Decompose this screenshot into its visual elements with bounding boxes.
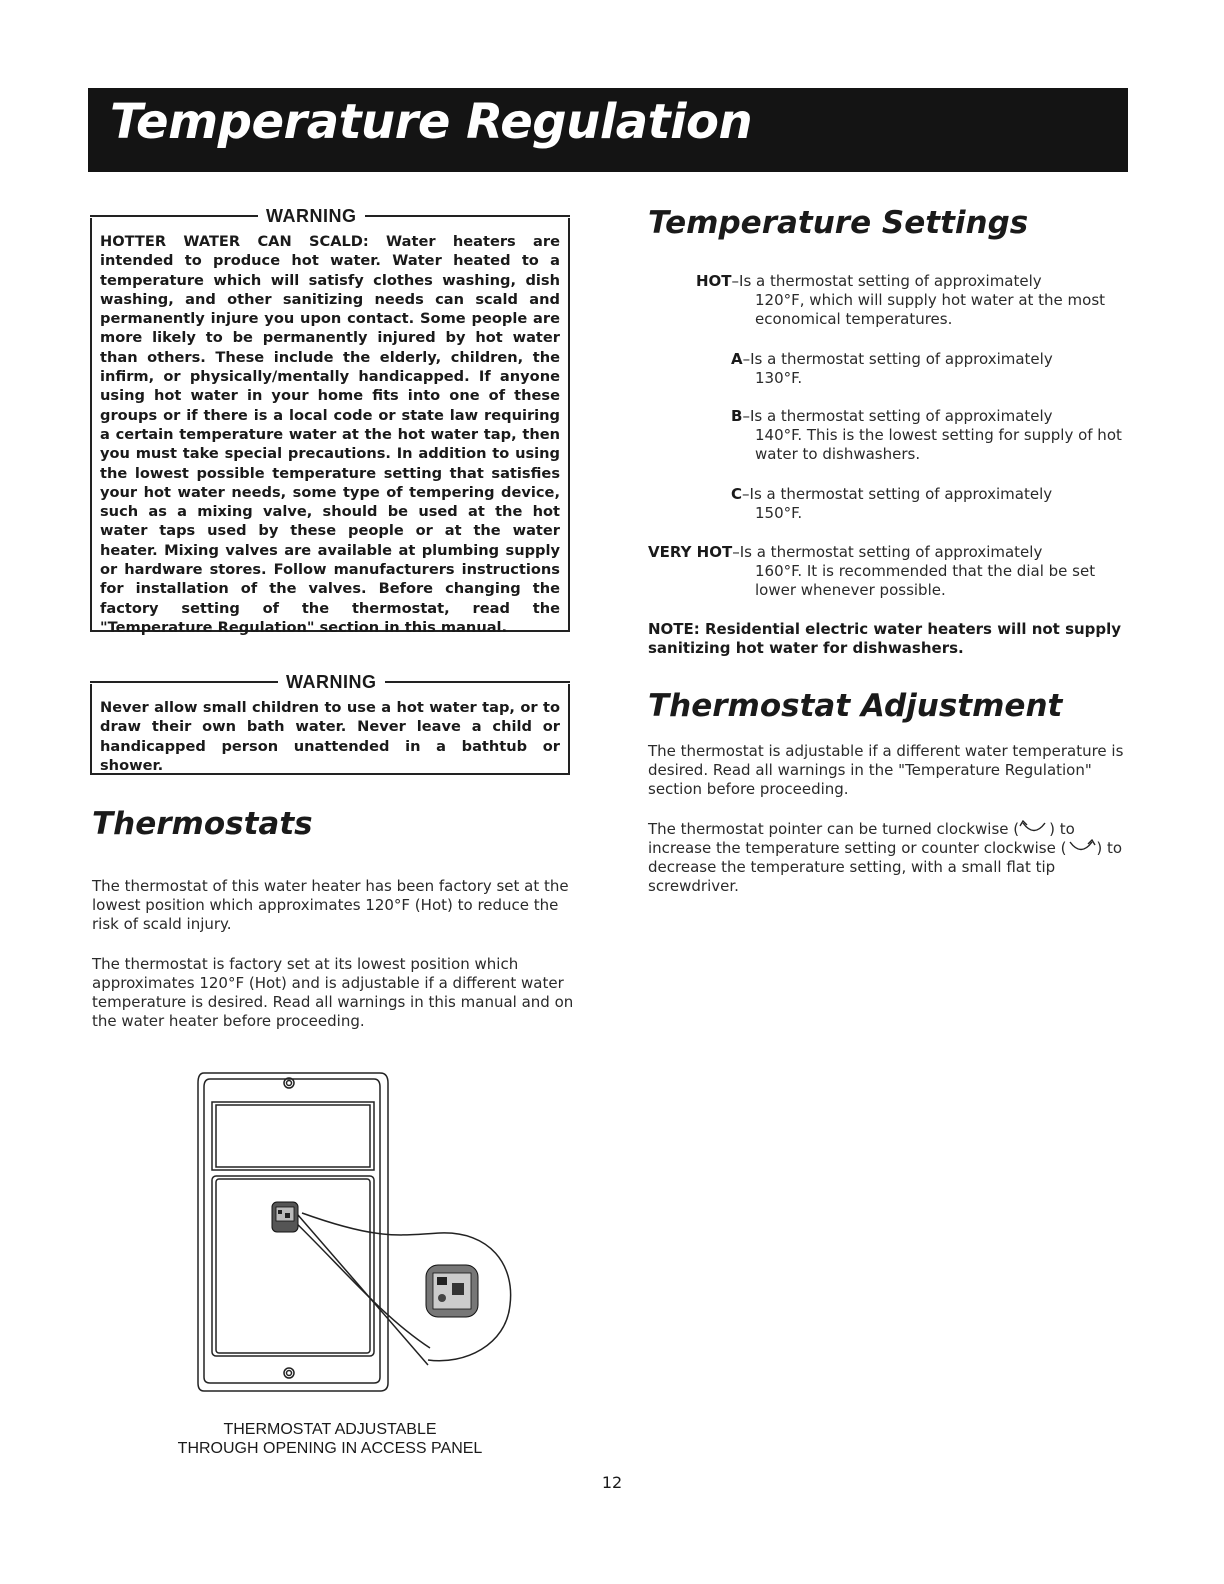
setting-key: VERY HOT [648, 543, 733, 561]
title-banner [88, 88, 1128, 172]
warning-label: WARNING [278, 672, 385, 692]
setting-hot: HOT–Is a thermostat setting of approximately 120°F, which will supply hot water at the most economical temperatures. [696, 272, 1106, 328]
clockwise-arrow-icon [1019, 820, 1049, 836]
warning-header [90, 206, 570, 226]
settings-note: NOTE: Residential electric water heaters will not supply sanitizing hot water for dishwashers. [648, 620, 1122, 657]
thermostats-heading: Thermostats [92, 806, 313, 842]
setting-c: C–Is a thermostat setting of approximately 150°F. [731, 485, 1053, 522]
setting-key: C [731, 485, 743, 503]
setting-b: B–Is a thermostat setting of approximately 140°F. This is the lowest setting for supply of hot water to dishwashers. [731, 407, 1122, 463]
caption-line-1: THERMOSTAT ADJUSTABLE [223, 1421, 437, 1438]
page-title: Temperature Regulation [110, 94, 753, 150]
setting-key: B [731, 407, 743, 425]
caption-line-2: THROUGH OPENING IN ACCESS PANEL [177, 1440, 483, 1457]
adjustment-paragraph-1: The thermostat is adjustable if a different water temperature is desired. Read all warnings in the "Temperature Regulation" section before proceeding. [648, 742, 1124, 798]
thermostat-access-panel-figure [190, 1065, 520, 1395]
thermostats-paragraph-2: The thermostat is factory set at its lowest position which approximates 120°F (Hot) and is adjustable if a different water temperature is desired. Read all warnings in this manual and on the water heater before proceeding. [92, 955, 574, 1030]
thermostat-icon [272, 1202, 298, 1232]
thermostats-paragraph-1: The thermostat of this water heater has been factory set at the lowest position which approximates 120°F (Hot) to reduce the risk of scald injury. [92, 877, 569, 933]
setting-key: HOT [696, 272, 732, 290]
setting-a: A–Is a thermostat setting of approximately 130°F. [731, 350, 1053, 387]
thermostat-zoom-icon [426, 1265, 478, 1317]
adjustment-paragraph-2: The thermostat pointer can be turned clockwise ( ) to increase the temperature setting or counter clockwise ( ) to decrease the temperature setting, with a small flat tip screwdriver. [648, 820, 1123, 895]
setting-key: A [731, 350, 743, 368]
setting-very-hot: VERY HOT–Is a thermostat setting of approximately 160°F. It is recommended that the dial be set lower whenever possible. [648, 543, 1096, 599]
page-number: 12 [601, 1473, 623, 1492]
warning-text-children: Never allow small children to use a hot water tap, or to draw their own bath water. Never leave a child or handicapped person unattended in a bathtub or shower. [100, 699, 560, 774]
figure-caption [120, 1420, 540, 1458]
warning-label: WARNING [258, 206, 365, 226]
temperature-settings-heading: Temperature Settings [648, 205, 1029, 241]
thermostat-adjustment-heading: Thermostat Adjustment [648, 688, 1063, 724]
counterclockwise-arrow-icon [1066, 839, 1096, 855]
warning-box-scald [90, 206, 570, 636]
warning-box-children [90, 672, 570, 775]
warning-text-scald: HOTTER WATER CAN SCALD: Water heaters are intended to produce hot water. Water heated to a temperature which will satisfy clothes washing, dish washing, and other sanitizing needs can scald and permanently injure you upon contact. Some people are more likely to be permanently injured by hot water than others. These include the elderly, children, the infirm, or physically/mentally handicapped. If anyone using hot water in your home fits into one of these groups or if there is a local code or state law requiring a certain temperature water at the hot water tap, then you must take special precautions. In addition to using the lowest possible temperature setting that satisfies your hot water needs, some type of tempering device, such as a mixing valve, should be used at the hot water taps used by these people or at the water heater. Mixing valves are available at plumbing supply or hardware stores. Follow manufacturers instructions for installation of the valves. Before changing the factory setting of the thermostat, read the "Temperature Regulation" section in this manual. [100, 233, 560, 636]
warning-header [90, 672, 570, 692]
